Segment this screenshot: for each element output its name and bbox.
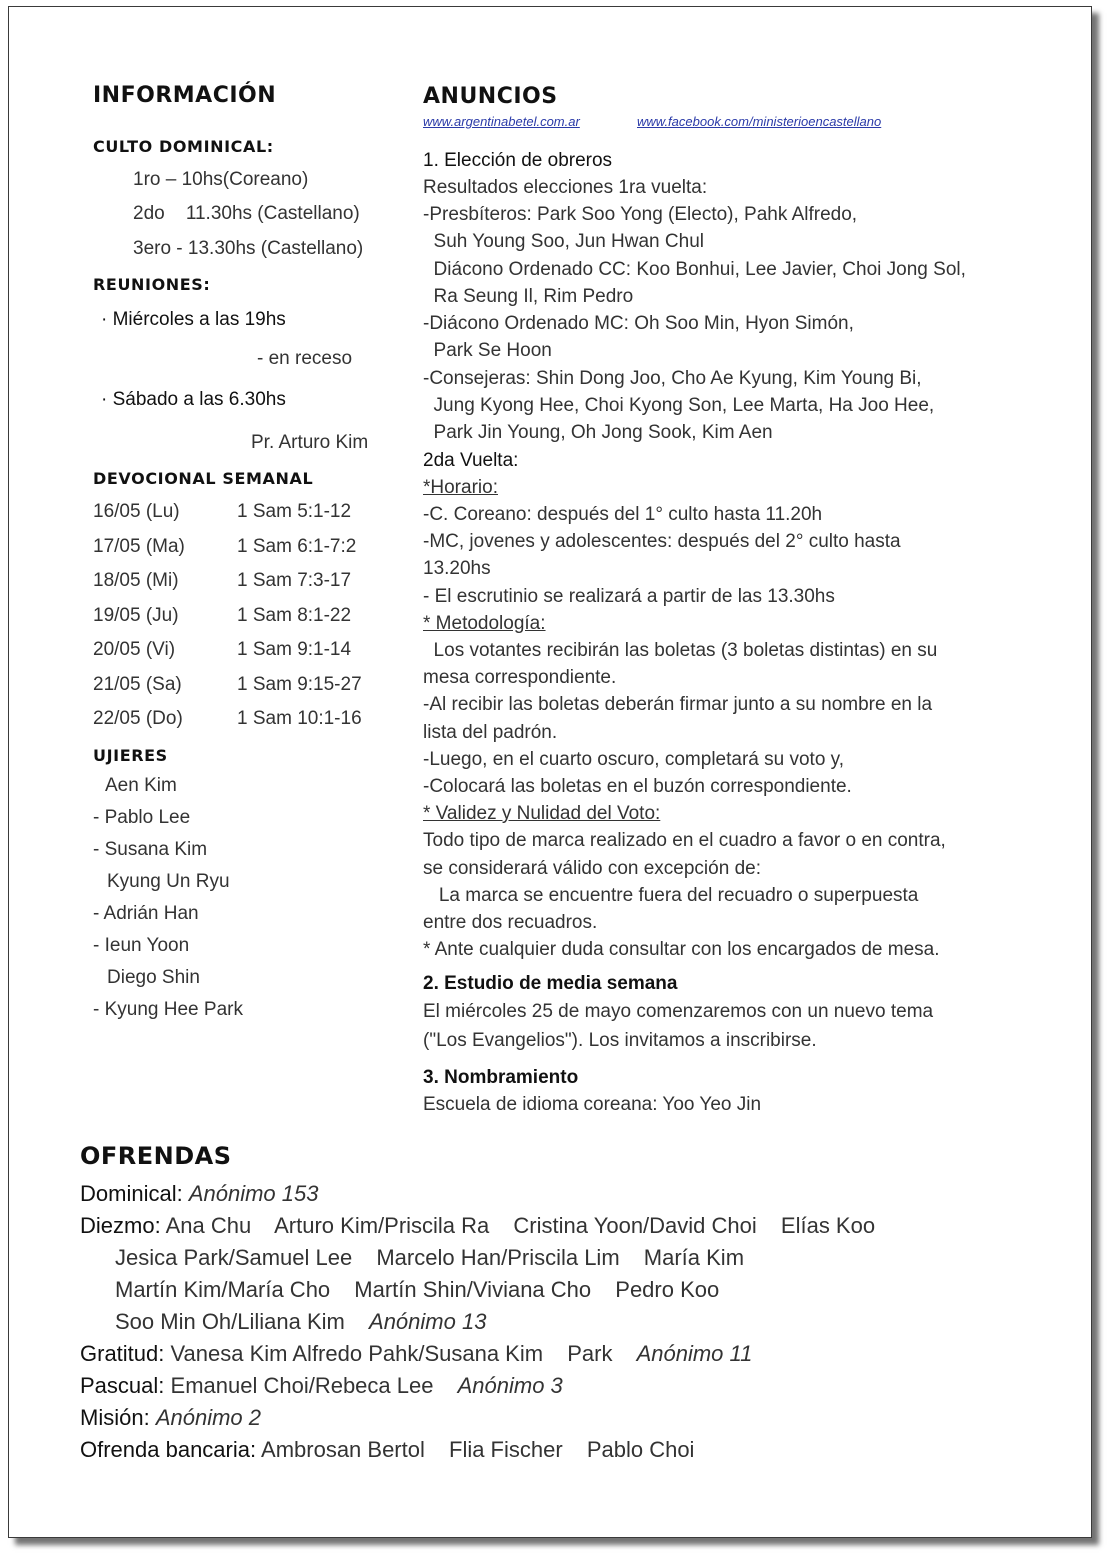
devocional-date: 21/05 (Sa) <box>93 674 182 695</box>
horario-line: - El escrutinio se realizará a partir de las 13.30hs <box>423 586 835 607</box>
reunion-note: - en receso <box>257 348 353 369</box>
culto-item: 2do 11.30hs (Castellano) <box>133 203 360 224</box>
devocional-date: 18/05 (Mi) <box>93 570 179 591</box>
eleccion-line: Jung Kyong Hee, Choi Kyong Son, Lee Marta, Ha Joo Hee, <box>423 395 935 416</box>
diezmo-label: Diezmo: <box>80 1213 161 1238</box>
dominical-label: Dominical: <box>80 1181 183 1206</box>
donor-name: Elías Koo <box>780 1213 876 1238</box>
mision-anon: Anónimo 2 <box>155 1405 261 1430</box>
donor-name: Pedro Koo <box>615 1277 720 1302</box>
devocional-date: 20/05 (Vi) <box>93 639 176 660</box>
donor-name: Jesica Park/Samuel Lee <box>115 1245 353 1270</box>
culto-item: 3ero - 13.30hs (Castellano) <box>133 238 364 259</box>
donor-name: Park <box>567 1341 613 1366</box>
estudio-line: ("Los Evangelios"). Los invitamos a inscribirse. <box>423 1030 817 1051</box>
validez-line: entre dos recuadros. <box>423 912 598 933</box>
donor-name: Marcelo Han/Priscila Lim <box>376 1245 620 1270</box>
donor-name: Vanesa Kim Alfredo Pahk/Susana Kim <box>170 1341 544 1366</box>
section-eleccion-title: 1. Elección de obreros <box>423 150 613 171</box>
ofrendas-title: OFRENDAS <box>80 1142 232 1170</box>
horario-line: 13.20hs <box>423 558 491 579</box>
horario-line: -MC, jovenes y adolescentes: después del 2° culto hasta <box>423 531 901 552</box>
eleccion-line: Suh Young Soo, Jun Hwan Chul <box>423 231 704 252</box>
ofrenda-gratitud <box>80 1341 752 1367</box>
segunda-vuelta-title: 2da Vuelta: <box>423 450 519 471</box>
validez-line: * Ante cualquier duda consultar con los encargados de mesa. <box>423 939 940 960</box>
gratitud-label: Gratitud: <box>80 1341 165 1366</box>
eleccion-line: Park Jin Young, Oh Jong Sook, Kim Aen <box>423 422 773 443</box>
eleccion-line: -Diácono Ordenado MC: Oh Soo Min, Hyon Simón, <box>423 313 854 334</box>
donor-name: Ana Chu <box>165 1213 252 1238</box>
reunion-item: · Miércoles a las 19hs <box>101 309 286 330</box>
donor-name: Emanuel Choi/Rebeca Lee <box>170 1373 434 1398</box>
pastor-name: Pr. Arturo Kim <box>251 432 369 453</box>
ofrenda-pascual <box>80 1373 563 1399</box>
ujier-name: - Susana Kim <box>93 839 208 860</box>
devocional-date: 16/05 (Lu) <box>93 501 180 522</box>
eleccion-line: Resultados elecciones 1ra vuelta: <box>423 177 708 198</box>
pascual-anon: Anónimo 3 <box>457 1373 563 1398</box>
ujier-name: Kyung Un Ryu <box>107 871 230 892</box>
website-link[interactable]: www.argentinabetel.com.ar <box>423 114 580 129</box>
anuncios-title: ANUNCIOS <box>423 84 558 109</box>
gratitud-anon: Anónimo 11 <box>636 1341 753 1366</box>
eleccion-line: Ra Seung Il, Rim Pedro <box>423 286 634 307</box>
donor-name: María Kim <box>643 1245 745 1270</box>
donor-name: Arturo Kim/Priscila Ra <box>274 1213 490 1238</box>
horario-line: -C. Coreano: después del 1° culto hasta 11.20h <box>423 504 823 525</box>
devocional-ref: 1 Sam 5:1-12 <box>237 501 352 522</box>
devocional-heading: DEVOCIONAL SEMANAL <box>93 469 314 488</box>
bancaria-label: Ofrenda bancaria: <box>80 1437 257 1462</box>
metodologia-line: -Al recibir las boletas deberán firmar junto a su nombre en la <box>423 694 933 715</box>
info-title: INFORMACIÓN <box>93 83 277 108</box>
ofrenda-mision <box>80 1405 261 1431</box>
donor-name: Ambrosan Bertol <box>261 1437 425 1462</box>
ofrenda-bancaria <box>80 1437 694 1463</box>
facebook-link[interactable]: www.facebook.com/ministerioencastellano <box>637 114 882 129</box>
devocional-ref: 1 Sam 9:15-27 <box>237 674 362 695</box>
culto-heading: CULTO DOMINICAL: <box>93 137 274 156</box>
donor-name: Flia Fischer <box>449 1437 563 1462</box>
diezmo-line <box>115 1245 744 1271</box>
horario-label: *Horario: <box>423 477 498 498</box>
eleccion-line: Diácono Ordenado CC: Koo Bonhui, Lee Javier, Choi Jong Sol, <box>423 259 966 280</box>
ujier-name: Diego Shin <box>107 967 200 988</box>
donor-name: Cristina Yoon/David Choi <box>513 1213 757 1238</box>
donor-name: Soo Min Oh/Liliana Kim <box>115 1309 345 1334</box>
validez-line: se considerará válido con excepción de: <box>423 858 761 879</box>
reuniones-heading: REUNIONES: <box>93 275 211 294</box>
metodologia-line: -Colocará las boletas en el buzón correspondiente. <box>423 776 852 797</box>
pascual-label: Pascual: <box>80 1373 165 1398</box>
devocional-ref: 1 Sam 7:3-17 <box>237 570 352 591</box>
devocional-ref: 1 Sam 6:1-7:2 <box>237 536 357 557</box>
section-nombramiento-title: 3. Nombramiento <box>423 1067 579 1088</box>
devocional-date: 17/05 (Ma) <box>93 536 185 557</box>
culto-item: 1ro – 10hs(Coreano) <box>133 169 309 190</box>
metodologia-line: -Luego, en el cuarto oscuro, completará su voto y, <box>423 749 845 770</box>
reunion-item: · Sábado a las 6.30hs <box>101 389 286 410</box>
devocional-date: 19/05 (Ju) <box>93 605 179 626</box>
devocional-date: 22/05 (Do) <box>93 708 183 729</box>
section-estudio-title: 2. Estudio de media semana <box>423 973 678 994</box>
ujier-name: - Kyung Hee Park <box>93 999 243 1020</box>
eleccion-line: -Consejeras: Shin Dong Joo, Cho Ae Kyung, Kim Young Bi, <box>423 368 922 389</box>
mision-label: Misión: <box>80 1405 150 1430</box>
devocional-ref: 1 Sam 10:1-16 <box>237 708 362 729</box>
validez-line: Todo tipo de marca realizado en el cuadro a favor o en contra, <box>423 830 946 851</box>
bulletin-page <box>8 6 1092 1538</box>
devocional-ref: 1 Sam 8:1-22 <box>237 605 352 626</box>
ofrenda-diezmo <box>80 1213 875 1239</box>
ujier-name: - Ieun Yoon <box>93 935 190 956</box>
metodologia-line: lista del padrón. <box>423 722 558 743</box>
ujier-name: Aen Kim <box>105 775 177 796</box>
donor-name: Pablo Choi <box>586 1437 695 1462</box>
dominical-anon: Anónimo 153 <box>188 1181 319 1206</box>
estudio-line: El miércoles 25 de mayo comenzaremos con un nuevo tema <box>423 1001 934 1022</box>
diezmo-anon: Anónimo 13 <box>369 1309 487 1334</box>
validez-label: * Validez y Nulidad del Voto: <box>423 803 661 824</box>
devocional-ref: 1 Sam 9:1-14 <box>237 639 352 660</box>
metodologia-line: mesa correspondiente. <box>423 667 617 688</box>
donor-name: Martín Shin/Viviana Cho <box>354 1277 592 1302</box>
ofrenda-dominical <box>80 1181 318 1207</box>
metodologia-line: Los votantes recibirán las boletas (3 boletas distintas) en su <box>423 640 938 661</box>
diezmo-line <box>115 1309 486 1335</box>
ujier-name: - Adrián Han <box>93 903 199 924</box>
ujier-name: - Pablo Lee <box>93 807 191 828</box>
nombramiento-line: Escuela de idioma coreana: Yoo Yeo Jin <box>423 1094 762 1115</box>
metodologia-label: * Metodología: <box>423 613 546 634</box>
donor-name: Martín Kim/María Cho <box>115 1277 331 1302</box>
diezmo-line <box>115 1277 719 1303</box>
ujieres-heading: UJIERES <box>93 746 168 765</box>
eleccion-line: -Presbíteros: Park Soo Yong (Electo), Pahk Alfredo, <box>423 204 858 225</box>
validez-line: La marca se encuentre fuera del recuadro o superpuesta <box>423 885 919 906</box>
eleccion-line: Park Se Hoon <box>423 340 552 361</box>
